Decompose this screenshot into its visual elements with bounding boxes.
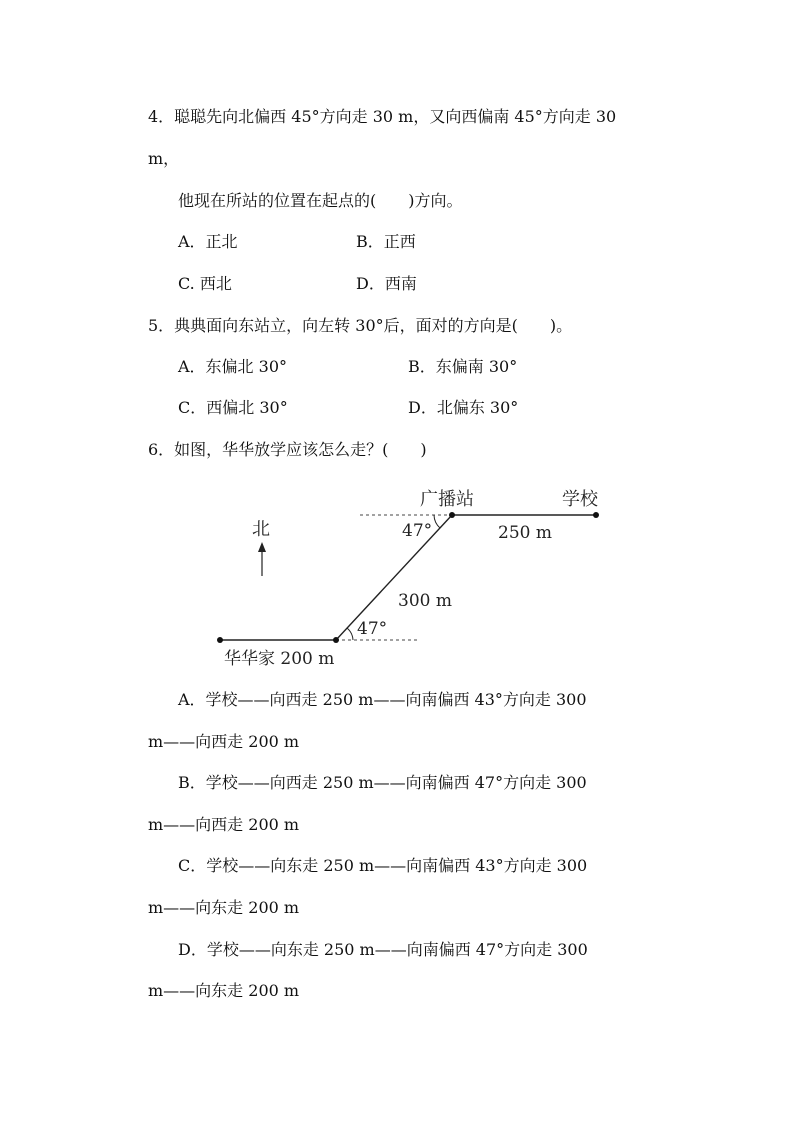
q4-option-d: D．西南 [356,274,417,293]
q6-option-a-line1: A．学校——向西走 250 m——向南偏西 43°方向走 300 [178,690,587,709]
q4-option-a: A．正北 [178,232,238,251]
q4-stem-line1: 4．聪聪先向北偏西 45°方向走 30 m，又向西偏南 45°方向走 30 [148,107,617,126]
q6-option-b-line1: B．学校——向西走 250 m——向南偏西 47°方向走 300 [178,773,587,792]
q6-option-d-line1: D．学校——向东走 250 m——向南偏西 47°方向走 300 [178,940,588,959]
q6-option-d-line2: m——向东走 200 m [148,981,300,1000]
q6-option-c-line2: m——向东走 200 m [148,898,300,917]
q5-option-b: B．东偏南 30° [408,357,518,376]
q4-stem-line3: 他现在所站的位置在起点的( )方向。 [178,191,463,210]
home-point [333,637,339,643]
broadcast-station-label: 广播站 [420,489,474,510]
broadcast-station-point [449,512,455,518]
q6-stem: 6．如图，华华放学应该怎么走？( ) [148,440,427,459]
home-start-point [217,637,223,643]
north-label: 北 [252,519,270,540]
angle-bottom-label: 47° [357,619,388,639]
q6-option-b-line2: m——向西走 200 m [148,815,300,834]
angle-top-label: 47° [402,521,433,541]
top-angle-arc [434,515,440,528]
diagonal-segment [336,515,452,640]
q6-option-c-line1: C．学校——向东走 250 m——向南偏西 43°方向走 300 [178,856,588,875]
q6-option-a-line2: m——向西走 200 m [148,732,300,751]
q5-option-c: C．西偏北 30° [178,398,288,417]
q5-option-a: A．东偏北 30° [178,357,288,376]
segment-diagonal-length: 300 m [398,591,452,611]
q5-option-d: D．北偏东 30° [408,398,519,417]
q5-stem: 5．典典面向东站立，向左转 30°后，面对的方向是( )。 [148,316,573,335]
school-label: 学校 [562,489,598,510]
q4-option-c: C. 西北 [178,274,232,293]
school-point [593,512,599,518]
q4-option-b: B．正西 [356,232,416,251]
north-arrow-icon [258,542,266,552]
q4-stem-line2: m， [148,149,180,168]
segment-top-length: 250 m [498,523,552,543]
home-label: 华华家 200 m [224,649,335,669]
bottom-angle-arc [347,628,353,640]
